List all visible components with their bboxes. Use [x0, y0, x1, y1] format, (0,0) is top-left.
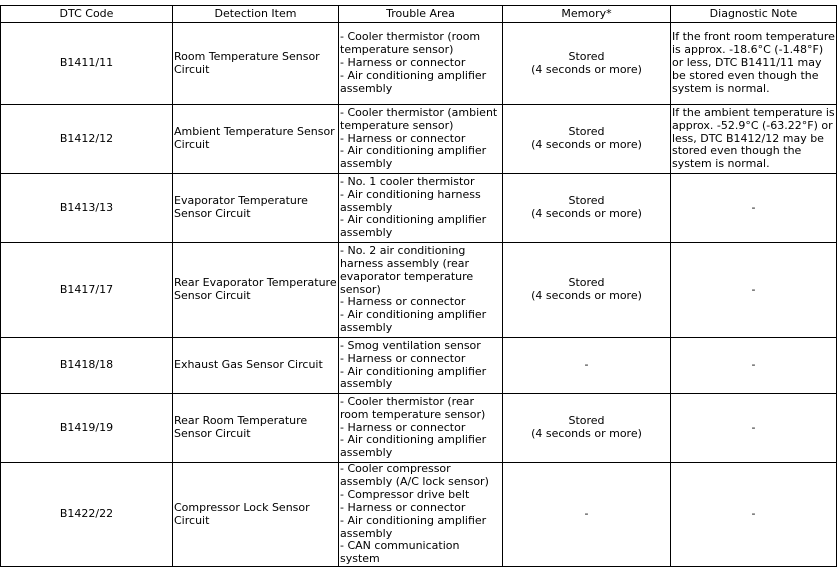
trouble-area-line: - Air conditioning amplifier assembly [340, 213, 487, 240]
trouble-area-line: - Air conditioning amplifier assembly [340, 68, 487, 95]
table-row [1, 105, 837, 174]
header-detection-item: Detection Item [173, 6, 339, 23]
memory-line: - [584, 507, 589, 521]
trouble-area-cell [339, 338, 503, 394]
trouble-area-cell [339, 105, 503, 174]
diagnostic-note-cell: - [671, 463, 837, 567]
dtc-table [0, 5, 837, 567]
trouble-area-cell [339, 23, 503, 105]
table-row [1, 463, 837, 567]
trouble-area-line: - Compressor drive belt [340, 487, 470, 501]
header-dtc-code: DTC Code [1, 6, 173, 23]
trouble-area-line: - Air conditioning amplifier assembly [340, 308, 487, 335]
diagnostic-note-cell: - [671, 394, 837, 463]
memory-line: Stored [568, 125, 605, 139]
memory-line: (4 seconds or more) [531, 427, 642, 440]
trouble-area-line: - Cooler thermistor (room temperature sensor) [340, 30, 481, 57]
header-diagnostic-note: Diagnostic Note [671, 6, 837, 23]
trouble-area-line: - Air conditioning amplifier assembly [340, 433, 487, 460]
memory-line: Stored [568, 276, 605, 290]
trouble-area-line: - Smog ventilation sensor [340, 338, 481, 352]
table-body [1, 23, 837, 567]
memory-line: (4 seconds or more) [531, 207, 642, 220]
header-trouble-area: Trouble Area [339, 6, 503, 23]
trouble-area-line: - Harness or connector [340, 131, 466, 145]
memory-cell [503, 243, 671, 338]
memory-line: (4 seconds or more) [531, 62, 642, 76]
detection-item-cell: Compressor Lock Sensor Circuit [173, 463, 339, 567]
detection-item-cell: Rear Evaporator Temperature Sensor Circuit [173, 243, 339, 338]
table-row [1, 338, 837, 394]
trouble-area-cell [339, 243, 503, 338]
memory-line: (4 seconds or more) [531, 289, 642, 302]
detection-item-cell: Ambient Temperature Sensor Circuit [173, 105, 339, 174]
diagnostic-note-cell: If the front room temperature is approx. -18.6°C (-1.48°F) or less, DTC B1411/11 may be stored even though the system is normal. [671, 23, 837, 105]
trouble-area-line: - Cooler thermistor (rear room temperature sensor) [340, 394, 486, 421]
trouble-area-line: - Harness or connector [340, 351, 466, 365]
memory-cell [503, 394, 671, 463]
trouble-area-line: - Air conditioning amplifier assembly [340, 364, 487, 391]
trouble-area-line: - Air conditioning harness assembly [340, 187, 481, 214]
memory-cell [503, 338, 671, 394]
diagnostic-note-cell: - [671, 338, 837, 394]
dtc-code-cell: B1412/12 [1, 105, 173, 174]
detection-item-cell: Evaporator Temperature Sensor Circuit [173, 174, 339, 243]
memory-line: Stored [568, 414, 605, 428]
detection-item-cell: Room Temperature Sensor Circuit [173, 23, 339, 105]
trouble-area-cell [339, 174, 503, 243]
trouble-area-line: - Harness or connector [340, 56, 466, 70]
memory-line: Stored [568, 194, 605, 208]
trouble-area-cell [339, 463, 503, 567]
diagnostic-note-cell: If the ambient temperature is approx. -52.9°C (-63.22°F) or less, DTC B1412/12 may be stored even though the system is normal. [671, 105, 837, 174]
memory-cell [503, 174, 671, 243]
header-memory: Memory* [503, 6, 671, 23]
trouble-area-line: - Air conditioning amplifier assembly [340, 513, 487, 540]
diagnostic-note-cell: - [671, 243, 837, 338]
dtc-code-cell: B1411/11 [1, 23, 173, 105]
table-row [1, 174, 837, 243]
detection-item-cell: Exhaust Gas Sensor Circuit [173, 338, 339, 394]
table-header-row [1, 6, 837, 23]
trouble-area-line: - Harness or connector [340, 420, 466, 434]
memory-cell [503, 105, 671, 174]
trouble-area-line: - No. 2 air conditioning harness assembly (rear evaporator temperature sensor) [340, 243, 474, 296]
trouble-area-line: - Cooler thermistor (ambient temperature sensor) [340, 105, 498, 132]
dtc-code-cell: B1417/17 [1, 243, 173, 338]
dtc-code-cell: B1422/22 [1, 463, 173, 567]
memory-line: (4 seconds or more) [531, 138, 642, 151]
memory-cell [503, 463, 671, 567]
diagnostic-note-cell: - [671, 174, 837, 243]
detection-item-cell: Rear Room Temperature Sensor Circuit [173, 394, 339, 463]
trouble-area-cell [339, 394, 503, 463]
trouble-area-line: - Air conditioning amplifier assembly [340, 144, 487, 171]
memory-line: - [584, 358, 589, 372]
table-row [1, 394, 837, 463]
memory-cell [503, 23, 671, 105]
dtc-code-cell: B1413/13 [1, 174, 173, 243]
memory-line: Stored [568, 49, 605, 63]
trouble-area-line: - CAN communication system [340, 539, 460, 566]
table-row [1, 23, 837, 105]
table-row [1, 243, 837, 338]
dtc-code-cell: B1419/19 [1, 394, 173, 463]
trouble-area-line: - No. 1 cooler thermistor [340, 174, 475, 188]
trouble-area-line: - Harness or connector [340, 500, 466, 514]
trouble-area-line: - Cooler compressor assembly (A/C lock sensor) [340, 462, 489, 488]
trouble-area-line: - Harness or connector [340, 295, 466, 309]
dtc-code-cell: B1418/18 [1, 338, 173, 394]
